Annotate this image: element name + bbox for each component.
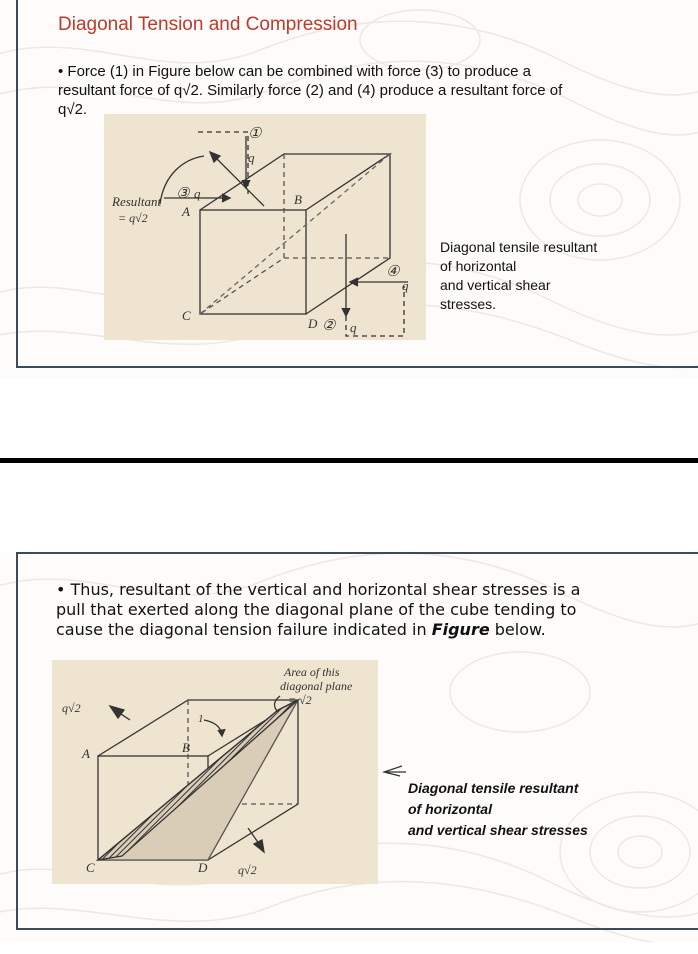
cube-figure-1 — [104, 114, 426, 340]
cube-figure-2 — [52, 660, 378, 884]
tension-arrow-top-head — [110, 706, 124, 718]
force1-guide — [198, 132, 248, 194]
figure1-caption-line-1: Diagonal tensile resultant — [440, 239, 598, 255]
force4-arrowhead — [350, 278, 358, 286]
figure2-caption-line-3: and vertical shear stresses — [408, 822, 588, 838]
area-label-3: = √2 — [288, 693, 312, 707]
bullet-line-1: • Force (1) in Figure below can be combined with force (3) to produce a — [58, 63, 531, 80]
bullet-line-3: q√2. — [58, 101, 88, 118]
force3-q: q — [194, 186, 201, 201]
cube-front-face — [200, 210, 306, 314]
cube-right-face — [306, 154, 390, 314]
corner2-d: D — [198, 860, 208, 875]
slide2-text — [56, 580, 686, 640]
crack-mark-head — [218, 729, 225, 736]
figure2-caption-line-1: Diagonal tensile resultant — [408, 780, 579, 796]
force3-label: ③ — [176, 186, 190, 202]
corner2-c: C — [86, 860, 95, 875]
slide2-line-2: pull that exerted along the diagonal plane of the cube tending to — [56, 600, 577, 619]
corner-a: A — [182, 204, 190, 219]
slide-2 — [0, 552, 698, 942]
force4-label: ④ — [386, 264, 400, 280]
q-root2-top: q√2 — [62, 701, 81, 715]
slide2-line-1: • Thus, resultant of the vertical and horizontal shear stresses is a — [56, 580, 581, 599]
slide2-line-3 — [56, 620, 686, 640]
tension-arrow-bottom-head — [254, 840, 264, 852]
figure1-caption-line-4: stresses. — [440, 296, 497, 312]
figure2-caption — [408, 778, 588, 841]
cube-figure-1-drawing — [104, 114, 426, 340]
bullet-text — [58, 62, 678, 119]
slide-title: Diagonal Tension and Compression — [58, 14, 358, 35]
corner-d: D — [308, 316, 318, 331]
corner-b: B — [294, 192, 302, 207]
handwritten-arrow-icon — [378, 760, 408, 784]
cube-figure-2-drawing — [52, 660, 378, 884]
slide-1 — [0, 0, 698, 378]
figure1-caption — [440, 238, 597, 314]
force2-arrowhead — [342, 308, 350, 316]
area-label-1: Area of this — [284, 665, 340, 679]
crack-mark-label: 1 — [198, 713, 204, 725]
corner2-a: A — [82, 746, 90, 761]
figure1-caption-line-3: and vertical shear — [440, 277, 551, 293]
slide2-figure-ref: Figure — [431, 620, 490, 639]
figure1-caption-line-2: of horizontal — [440, 258, 517, 274]
force4-q: q — [402, 278, 409, 293]
force1-arrowhead — [242, 180, 250, 188]
force2-label: ② — [322, 318, 336, 334]
force1-q: q — [248, 150, 255, 165]
force1-label: ① — [248, 126, 262, 142]
force3-arrowhead — [222, 194, 230, 202]
bullet-line-2: resultant force of q√2. Similarly force (2) and (4) produce a resultant force of — [58, 82, 563, 99]
slide-divider — [0, 458, 698, 463]
slide2-line-3-post: below. — [489, 620, 546, 639]
resultant-value: = q√2 — [118, 211, 148, 225]
q-root2-bottom: q√2 — [238, 863, 257, 877]
corner-c: C — [182, 308, 191, 323]
resultant-label: Resultant — [112, 194, 162, 209]
force2-q: q — [350, 320, 357, 335]
area-label-2: diagonal plane — [280, 679, 353, 693]
figure2-caption-line-2: of horizontal — [408, 801, 492, 817]
diagonal-line — [200, 154, 390, 314]
corner2-b: B — [182, 740, 190, 755]
slide2-line-3-pre: cause the diagonal tension failure indicated in — [56, 620, 432, 639]
